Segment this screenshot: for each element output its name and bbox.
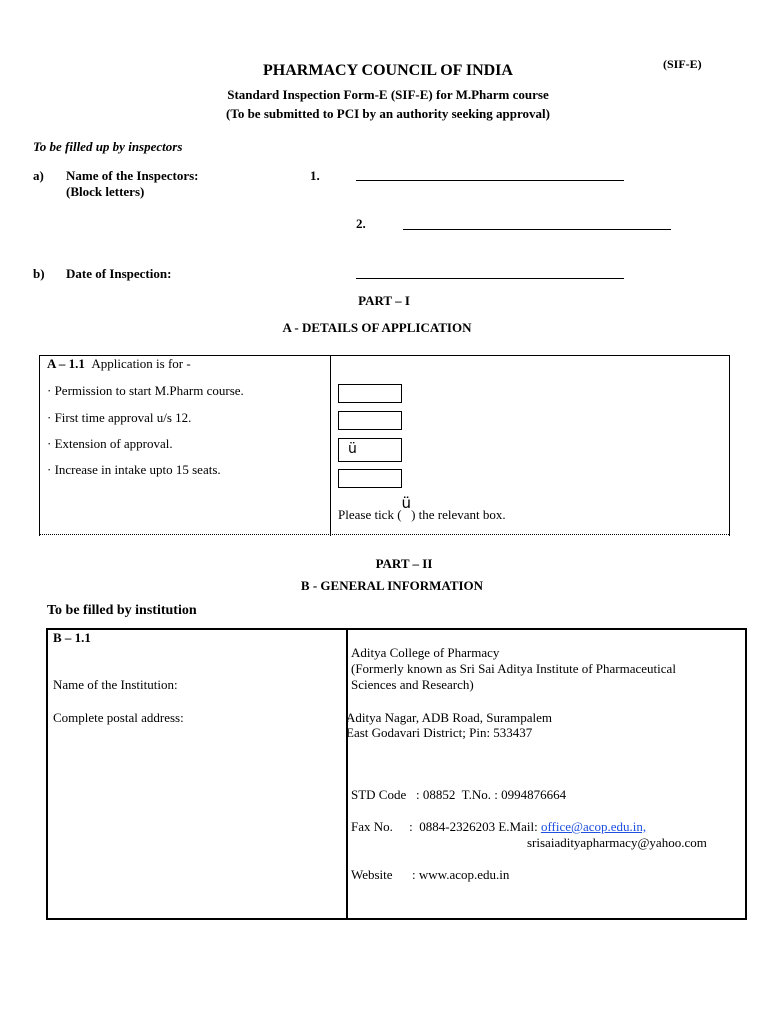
inspection-date-field[interactable]: [356, 278, 624, 279]
item-a-label: a): [33, 168, 44, 183]
fill-by-institution-note: To be filled by institution: [47, 603, 197, 618]
tick-instruction: [338, 494, 506, 523]
website-line: Website : www.acop.edu.in: [351, 867, 510, 882]
part-1-heading: PART – I: [358, 293, 410, 308]
option-checkbox[interactable]: [338, 411, 402, 430]
option-label: · Increase in intake upto 15 seats.: [47, 462, 221, 477]
tick-mark-icon: ü: [348, 441, 357, 457]
option-checkbox[interactable]: [338, 469, 402, 488]
tick-symbol-icon: ü: [401, 494, 412, 512]
section-code-b11: B – 1.1: [53, 630, 91, 645]
std-phone-line: STD Code : 08852 T.No. : 0994876664: [351, 787, 567, 802]
fax-line: Fax No. : 0884-2326203 E.Mail:: [351, 819, 541, 834]
postal-address-label: Complete postal address:: [53, 710, 184, 725]
inspector-2-field[interactable]: [403, 229, 671, 230]
email-link[interactable]: office@acop.edu.in,: [540, 819, 647, 834]
inspectors-intro: To be filled up by inspectors: [33, 139, 183, 154]
inspector-2-number: 2.: [356, 216, 366, 231]
tick-instruction-pre: Please tick (: [338, 507, 402, 522]
tick-instruction-post: ) the relevant box.: [411, 507, 506, 522]
block-letters-note: (Block letters): [66, 184, 145, 199]
section-code-a11: A – 1.1: [47, 356, 85, 371]
institution-former-name-1: (Formerly known as Sri Sai Aditya Institute of Pharmaceutical: [351, 661, 676, 676]
institution-former-name-2: Sciences and Research): [351, 677, 474, 692]
application-for-label: Application is for -: [91, 356, 191, 371]
table-bottom-border: [39, 534, 729, 535]
inspector-1-number: 1.: [310, 168, 320, 183]
option-checkbox[interactable]: [338, 384, 402, 403]
inspection-date-label: Date of Inspection:: [66, 266, 172, 281]
address-line-1: Aditya Nagar, ADB Road, Surampalem: [346, 710, 552, 725]
option-label: · Extension of approval.: [47, 436, 173, 451]
email-2: srisaiadityapharmacy@yahoo.com: [527, 835, 707, 850]
part-2-subheading: B - GENERAL INFORMATION: [300, 578, 484, 593]
form-subtitle-2: (To be submitted to PCI by an authority seeking approval): [226, 106, 550, 121]
institution-name-label: Name of the Institution:: [53, 677, 178, 692]
form-code: (SIF-E): [663, 57, 702, 71]
institution-name: Aditya College of Pharmacy: [351, 645, 500, 660]
part-1-subheading: A - DETAILS OF APPLICATION: [282, 320, 472, 335]
table-divider: [346, 630, 348, 918]
address-line-2: East Godavari District; Pin: 533437: [346, 725, 533, 740]
table-divider: [330, 356, 331, 536]
page-title: PHARMACY COUNCIL OF INDIA: [263, 62, 513, 79]
item-b-label: b): [33, 266, 45, 281]
part-2-heading: PART – II: [375, 556, 433, 571]
option-label: · Permission to start M.Pharm course.: [47, 383, 244, 398]
form-subtitle: Standard Inspection Form-E (SIF-E) for M.Pharm course: [227, 87, 549, 102]
inspectors-name-label: Name of the Inspectors:: [66, 168, 199, 183]
option-label: · First time approval u/s 12.: [47, 410, 192, 425]
inspector-1-field[interactable]: [356, 180, 624, 181]
option-checkbox-checked[interactable]: [338, 438, 402, 462]
